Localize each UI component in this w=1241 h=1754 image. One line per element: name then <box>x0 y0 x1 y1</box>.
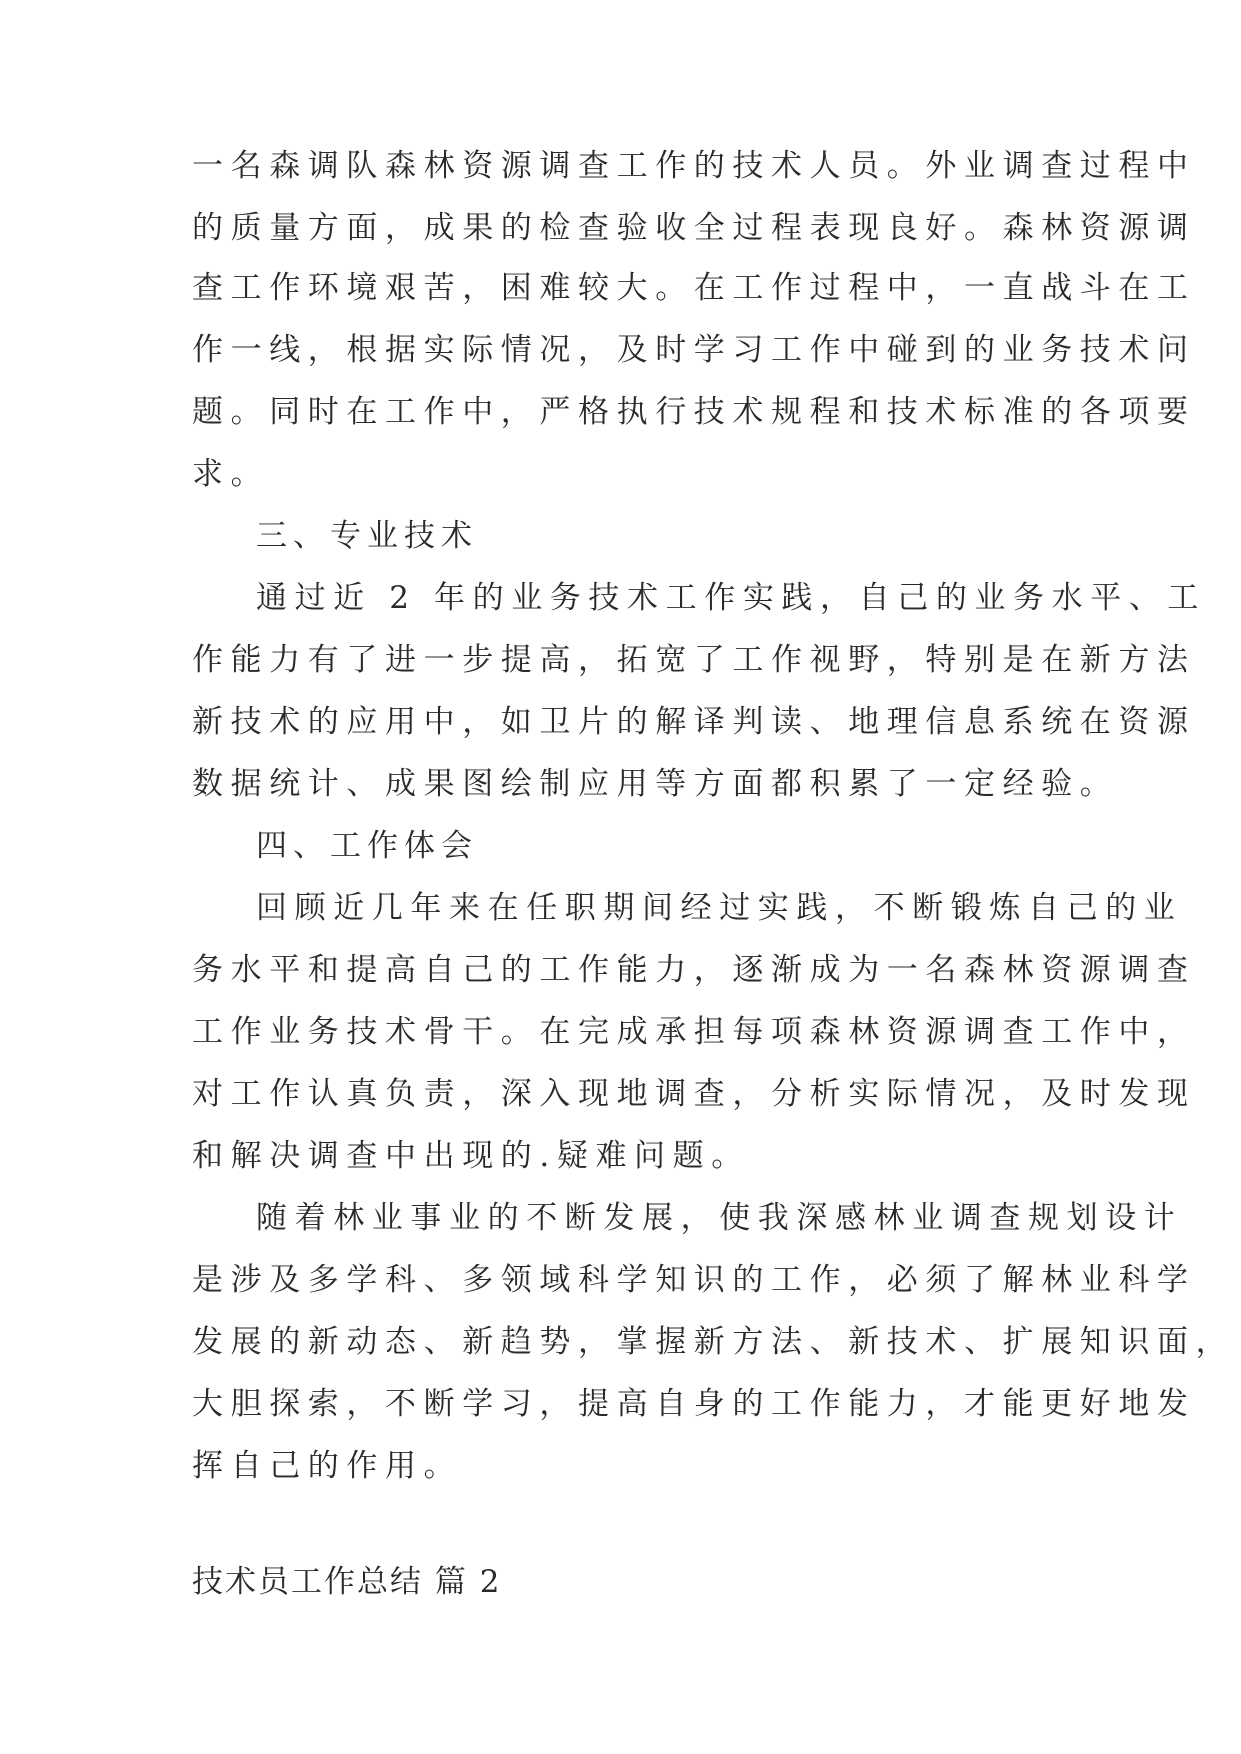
heading-professional-skills: 三、专业技术 <box>256 518 478 554</box>
paragraph-4-line-3: 发展的新动态、新趋势，掌握新方法、新技术、扩展知识面， <box>192 1324 1235 1360</box>
paragraph-2-line-2: 作能力有了进一步提高，拓宽了工作视野，特别是在新方法 <box>192 642 1196 678</box>
paragraph-4-line-5: 挥自己的作用。 <box>192 1448 463 1484</box>
paragraph-4-line-4: 大胆探索，不断学习，提高自身的工作能力，才能更好地发 <box>192 1386 1196 1422</box>
paragraph-1-line-3: 查工作环境艰苦，困难较大。在工作过程中，一直战斗在工 <box>192 270 1196 306</box>
paragraph-1-line-6: 求。 <box>192 456 270 492</box>
paragraph-3-line-5: 和解决调查中出现的.疑难问题。 <box>192 1138 750 1174</box>
paragraph-1-line-2: 的质量方面，成果的检查验收全过程表现良好。森林资源调 <box>192 210 1196 246</box>
paragraph-3-line-2: 务水平和提高自己的工作能力，逐渐成为一名森林资源调查 <box>192 952 1196 988</box>
paragraph-4-line-2: 是涉及多学科、多领域科学知识的工作，必须了解林业科学 <box>192 1262 1196 1298</box>
paragraph-3-line-3: 工作业务技术骨干。在完成承担每项森林资源调查工作中， <box>192 1014 1196 1050</box>
section-title: 技术员工作总结 篇 2 <box>192 1564 502 1600</box>
paragraph-1-line-5: 题。同时在工作中，严格执行技术规程和技术标准的各项要 <box>192 394 1196 430</box>
heading-work-experience: 四、工作体会 <box>256 828 478 864</box>
paragraph-4-line-1: 随着林业事业的不断发展，使我深感林业调查规划设计 <box>256 1200 1183 1236</box>
paragraph-2-line-4: 数据统计、成果图绘制应用等方面都积累了一定经验。 <box>192 766 1119 802</box>
paragraph-3-line-4: 对工作认真负责，深入现地调查，分析实际情况，及时发现 <box>192 1076 1196 1112</box>
paragraph-2-line-1: 通过近 2 年的业务技术工作实践，自己的业务水平、工 <box>256 580 1207 616</box>
paragraph-1-line-4: 作一线，根据实际情况，及时学习工作中碰到的业务技术问 <box>192 332 1196 368</box>
paragraph-1-line-1: 一名森调队森林资源调查工作的技术人员。外业调查过程中 <box>192 148 1196 184</box>
paragraph-3-line-1: 回顾近几年来在任职期间经过实践，不断锻炼自己的业 <box>256 890 1183 926</box>
paragraph-2-line-3: 新技术的应用中，如卫片的解译判读、地理信息系统在资源 <box>192 704 1196 740</box>
